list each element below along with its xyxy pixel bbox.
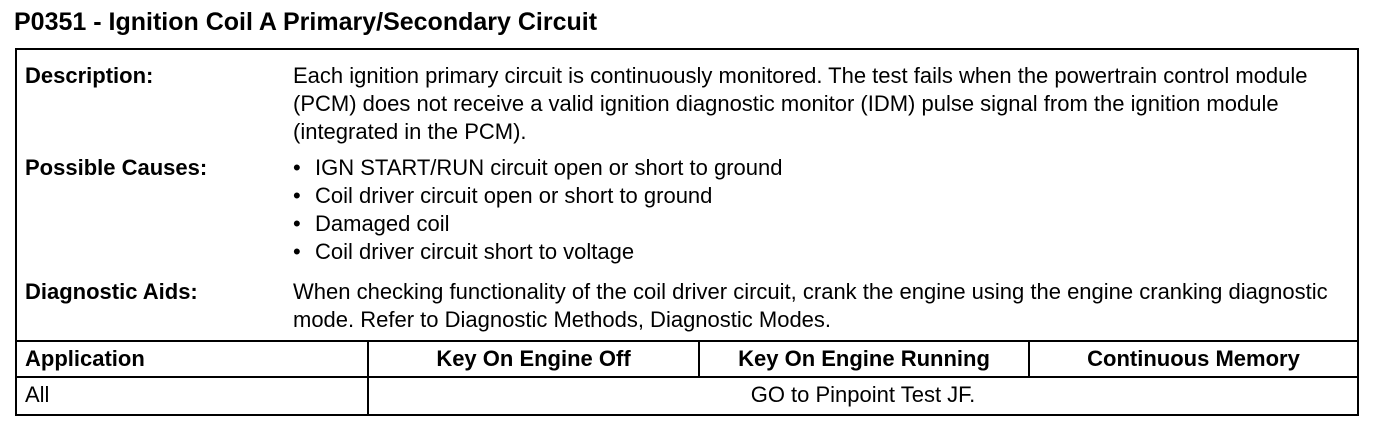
cause-text: Coil driver circuit open or short to ground (315, 183, 713, 208)
description-label: Description: (25, 63, 154, 88)
cause-text: Damaged coil (315, 211, 450, 236)
list-item: • IGN START/RUN circuit open or short to ground (293, 155, 783, 180)
column-header-koeo: Key On Engine Off (436, 346, 631, 371)
table-cell-application: All (25, 382, 50, 407)
list-item: • Coil driver circuit short to voltage (293, 239, 635, 264)
diagnostic-aids-section (17, 278, 1357, 336)
column-header-application: Application (25, 346, 145, 371)
page-title: P0351 - Ignition Coil A Primary/Secondary Circuit (14, 8, 598, 36)
diagnostic-aids-text: When checking functionality of the coil driver circuit, crank the engine using the engine cranking diagnostic mode. Refer to Diagnostic Methods, Diagnostic Modes. (293, 279, 1328, 332)
cause-text: Coil driver circuit short to voltage (315, 239, 635, 264)
list-item: • Damaged coil (293, 211, 450, 236)
possible-causes-content (293, 154, 1349, 266)
description-section (17, 62, 1357, 148)
description-content (293, 62, 1349, 146)
table-cell-action: GO to Pinpoint Test JF. (750, 382, 976, 407)
list-item: • Coil driver circuit open or short to ground (293, 183, 713, 208)
possible-causes-list (293, 154, 1349, 266)
cause-text: IGN START/RUN circuit open or short to ground (315, 155, 783, 180)
possible-causes-section (17, 154, 1357, 270)
diagnostic-frame (15, 48, 1359, 416)
diagnostic-aids-content (293, 278, 1349, 334)
diagnostic-aids-label: Diagnostic Aids: (25, 279, 198, 304)
column-header-continuous-memory: Continuous Memory (1087, 346, 1300, 371)
possible-causes-label: Possible Causes: (25, 155, 208, 180)
column-header-koer: Key On Engine Running (738, 346, 990, 371)
description-text: Each ignition primary circuit is continuously monitored. The test fails when the powertrain control module (PCM) does not receive a valid ignition diagnostic monitor (IDM) pulse signal from the ignition module (integrated in the PCM). (293, 63, 1308, 144)
